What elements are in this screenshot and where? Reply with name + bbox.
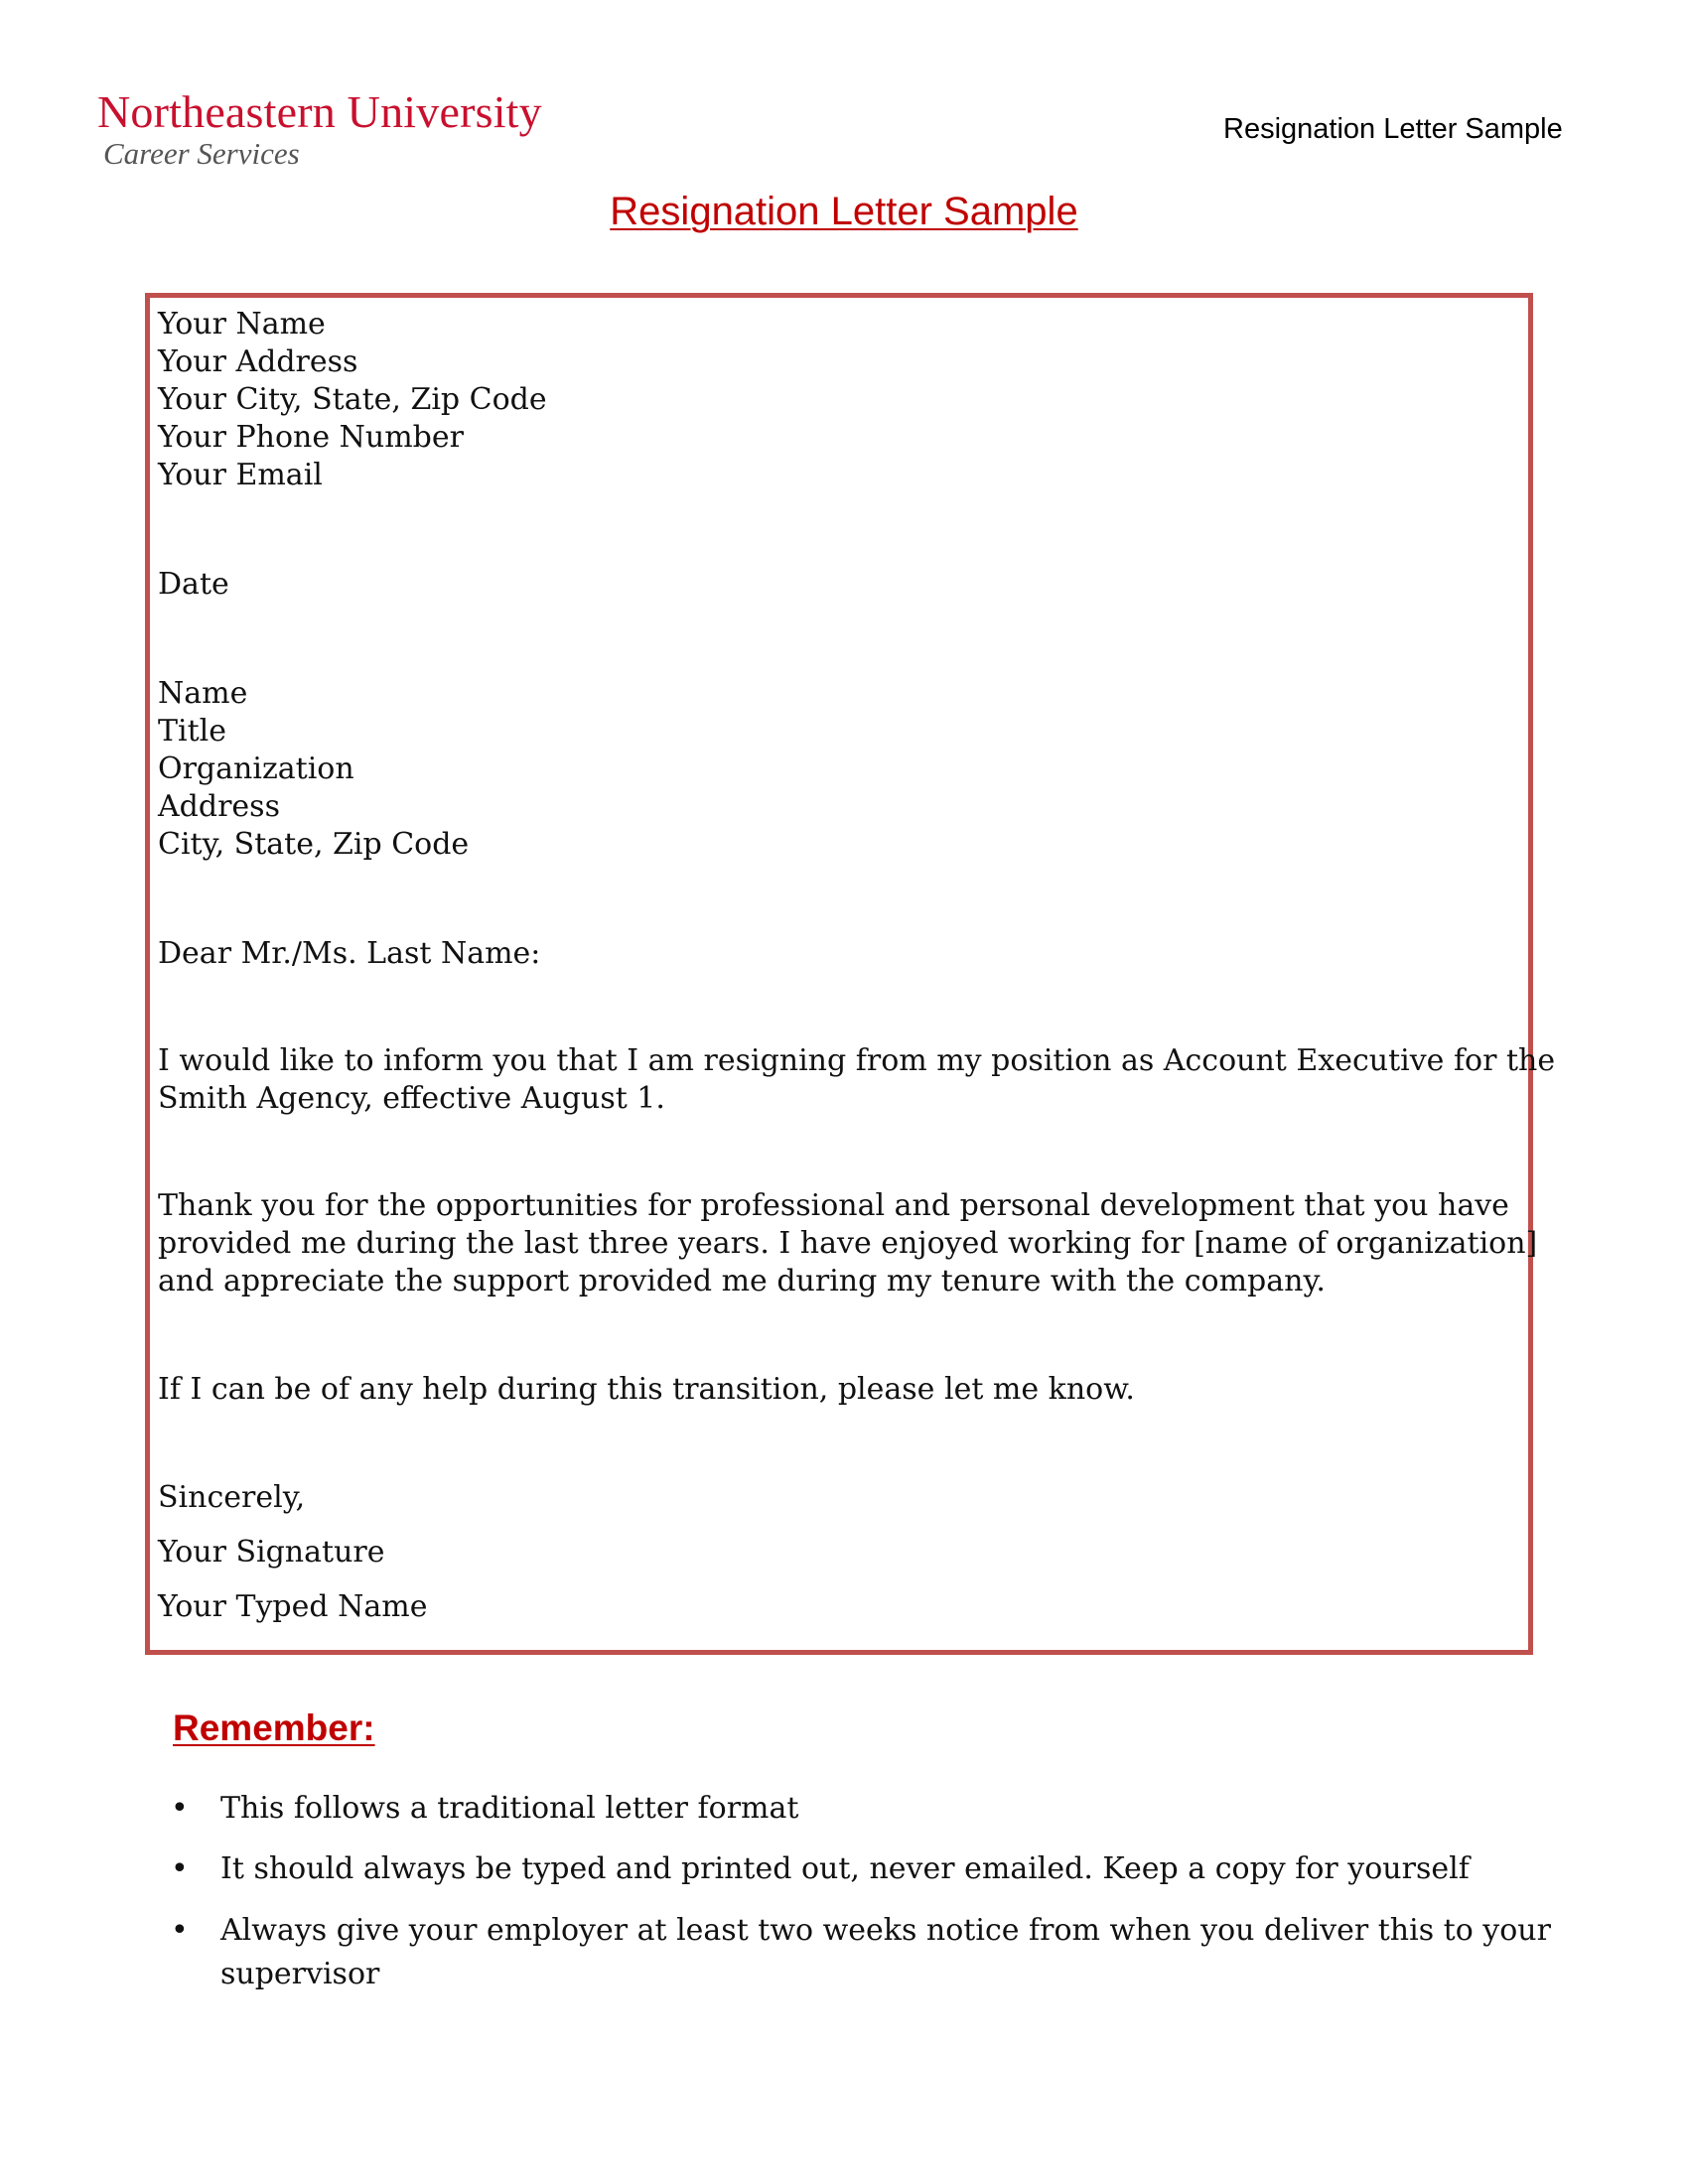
paragraph-2-line-3: and appreciate the support provided me during my tenure with the company.: [158, 1264, 1326, 1298]
signature-line: Your Signature: [158, 1535, 385, 1570]
recipient-name: Name: [158, 676, 248, 711]
recipient-organization: Organization: [158, 751, 354, 786]
sender-name: Your Name: [158, 307, 326, 341]
logo-university-name: Northeastern University: [97, 86, 542, 137]
list-item-text: It should always be typed and printed out, never emailed. Keep a copy for yourself: [220, 1851, 1470, 1886]
recipient-address: Address: [158, 789, 280, 824]
paragraph-1-line-1: I would like to inform you that I am resigning from my position as Account Executive for the: [158, 1043, 1556, 1078]
bullet-icon: •: [171, 1851, 189, 1886]
bullet-icon: •: [171, 1791, 189, 1826]
list-item-text: Always give your employer at least two weeks notice from when you deliver this to your supervisor: [220, 1913, 1551, 1991]
recipient-city-state-zip: City, State, Zip Code: [158, 827, 470, 862]
typed-name-line: Your Typed Name: [158, 1589, 428, 1624]
remember-heading: Remember:: [173, 1707, 375, 1748]
sender-address: Your Address: [158, 344, 358, 379]
bullet-icon: •: [171, 1913, 189, 1948]
page-title: Resignation Letter Sample: [610, 190, 1078, 233]
paragraph-2-line-2: provided me during the last three years. I have enjoyed working for [name of organization]: [158, 1226, 1538, 1261]
sender-email: Your Email: [158, 458, 323, 492]
sender-phone: Your Phone Number: [158, 420, 464, 455]
closing: Sincerely,: [158, 1480, 306, 1515]
paragraph-1-line-2: Smith Agency, effective August 1.: [158, 1081, 665, 1116]
header-document-label: Resignation Letter Sample: [1223, 113, 1563, 145]
northeastern-logo: [97, 87, 542, 171]
paragraph-2-line-1: Thank you for the opportunities for professional and personal development that you have: [158, 1188, 1509, 1223]
list-item-text: This follows a traditional letter format: [220, 1791, 799, 1826]
recipient-title: Title: [158, 714, 227, 749]
paragraph-3: If I can be of any help during this transition, please let me know.: [158, 1372, 1135, 1407]
logo-department-name: Career Services: [103, 136, 300, 171]
letter-sample-box: [145, 293, 1533, 1655]
letter-date: Date: [158, 567, 229, 602]
sender-city-state-zip: Your City, State, Zip Code: [158, 382, 547, 417]
salutation: Dear Mr./Ms. Last Name:: [158, 936, 541, 971]
